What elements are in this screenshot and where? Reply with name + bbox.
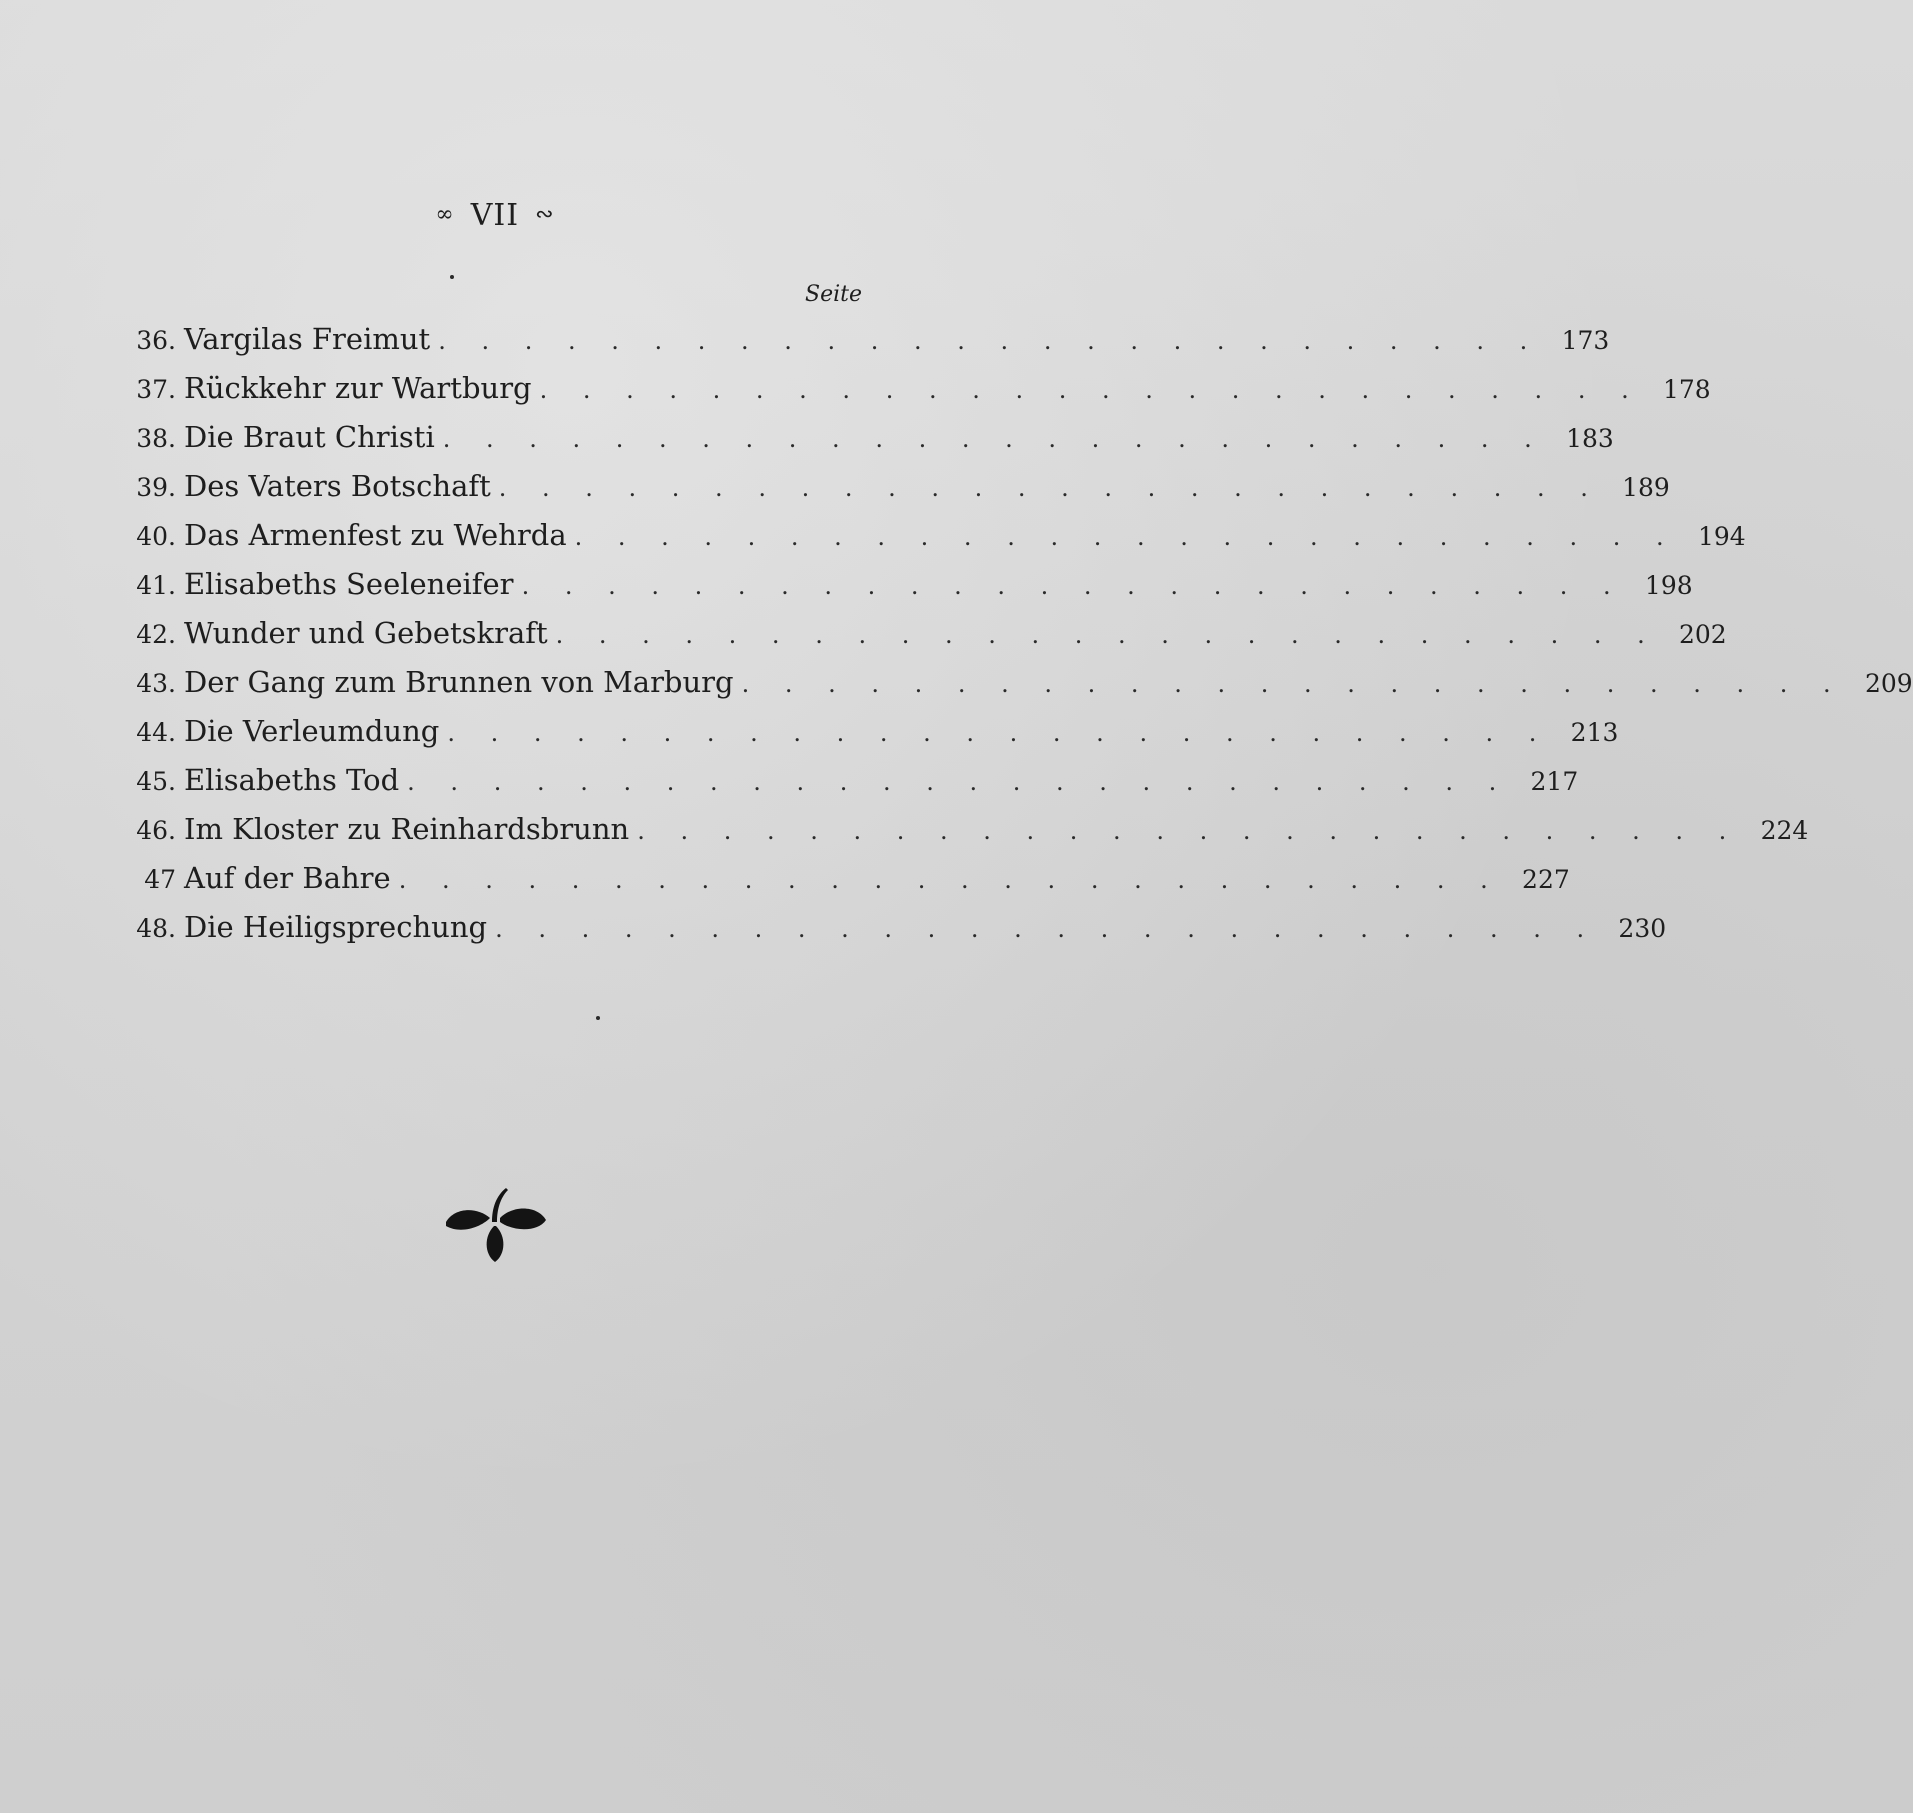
ink-speck [450, 275, 454, 279]
dot-leader: . . . . . . . . . . . . . . . . . . . . . . . . . . [555, 621, 1659, 649]
chapter-title: Der Gang zum Brunnen von Marburg [184, 665, 734, 699]
chapter-title: Das Armenfest zu Wehrda [184, 518, 567, 552]
dot-leader: . . . . . . . . . . . . . . . . . . . . . . . . . . [574, 523, 1678, 551]
toc-entry [100, 763, 1579, 812]
chapter-page-number: 217 [1530, 767, 1579, 796]
dot-leader: . . . . . . . . . . . . . . . . . . . . . . . . . . [442, 425, 1546, 453]
chapter-number: 36. [136, 326, 176, 355]
chapter-page-number: 198 [1644, 571, 1693, 600]
chapter-number: 44. [136, 718, 176, 747]
chapter-number: 48. [136, 914, 176, 943]
chapter-title: Wunder und Gebetskraft [184, 616, 548, 650]
chapter-page-number: 178 [1662, 375, 1711, 404]
dot-leader: . . . . . . . . . . . . . . . . . . . . . . . . . . [637, 817, 1741, 845]
chapter-page-number: 224 [1760, 816, 1809, 845]
dot-leader: . . . . . . . . . . . . . . . . . . . . . . . . . . [741, 670, 1845, 698]
table-of-contents [100, 322, 1913, 959]
toc-entry [100, 469, 1670, 518]
chapter-title: Die Verleumdung [184, 714, 440, 748]
toc-entry [100, 616, 1727, 665]
toc-entry [100, 861, 1570, 910]
toc-entry [100, 420, 1614, 469]
chapter-page-number: 227 [1522, 865, 1570, 894]
chapter-page-number: 173 [1561, 326, 1610, 355]
chapter-page-number: 230 [1618, 914, 1667, 943]
toc-entry [100, 567, 1693, 616]
chapter-number: 47 [144, 865, 176, 894]
dot-leader: . . . . . . . . . . . . . . . . . . . . . . . . . . [407, 768, 1511, 796]
dot-leader: . . . . . . . . . . . . . . . . . . . . . . . . . . [539, 376, 1643, 404]
chapter-number: 39. [136, 473, 176, 502]
page-header [0, 198, 990, 233]
toc-entry [100, 910, 1667, 959]
page-column-label: Seite [805, 282, 862, 307]
chapter-number: 41. [136, 571, 176, 600]
dot-leader: . . . . . . . . . . . . . . . . . . . . . . . . . . [438, 327, 1542, 355]
chapter-title: Rückkehr zur Wartburg [184, 371, 532, 405]
chapter-title: Elisabeths Seeleneifer [184, 567, 514, 601]
chapter-page-number: 183 [1566, 424, 1614, 453]
chapter-title: Die Braut Christi [184, 420, 435, 454]
chapter-number: 43. [136, 669, 176, 698]
chapter-number: 37. [136, 375, 176, 404]
chapter-page-number: 213 [1570, 718, 1619, 747]
fleuron-icon [440, 1182, 550, 1264]
toc-entry [100, 665, 1913, 714]
chapter-number: 38. [136, 424, 176, 453]
chapter-number: 42. [136, 620, 176, 649]
chapter-page-number: 189 [1622, 473, 1670, 502]
toc-entry [100, 812, 1809, 861]
chapter-page-number: 202 [1679, 620, 1727, 649]
chapter-title: Im Kloster zu Reinhardsbrunn [184, 812, 630, 846]
chapter-number: 46. [136, 816, 176, 845]
chapter-title: Vargilas Freimut [184, 322, 431, 356]
page-number-roman: VII [470, 198, 520, 233]
chapter-page-number: 194 [1697, 522, 1746, 551]
chapter-page-number: 209 [1864, 669, 1913, 698]
dot-leader: . . . . . . . . . . . . . . . . . . . . . . . . . . [398, 866, 1502, 894]
ink-speck [596, 1016, 600, 1020]
chapter-title: Die Heiligsprechung [184, 910, 488, 944]
chapter-title: Des Vaters Botschaft [184, 469, 491, 503]
scroll-ornament-left-icon: ∞ [435, 201, 455, 227]
toc-entry [100, 322, 1610, 371]
dot-leader: . . . . . . . . . . . . . . . . . . . . . . . . . . [521, 572, 1625, 600]
toc-entry [100, 371, 1711, 420]
chapter-number: 40. [136, 522, 176, 551]
dot-leader: . . . . . . . . . . . . . . . . . . . . . . . . . . [447, 719, 1551, 747]
dot-leader: . . . . . . . . . . . . . . . . . . . . . . . . . . [495, 915, 1599, 943]
toc-entry [100, 714, 1619, 763]
toc-entry [100, 518, 1746, 567]
dot-leader: . . . . . . . . . . . . . . . . . . . . . . . . . . [498, 474, 1602, 502]
chapter-title: Elisabeths Tod [184, 763, 400, 797]
chapter-number: 45. [136, 767, 176, 796]
chapter-title: Auf der Bahre [184, 861, 391, 895]
scroll-ornament-right-icon: ∾ [535, 201, 555, 227]
